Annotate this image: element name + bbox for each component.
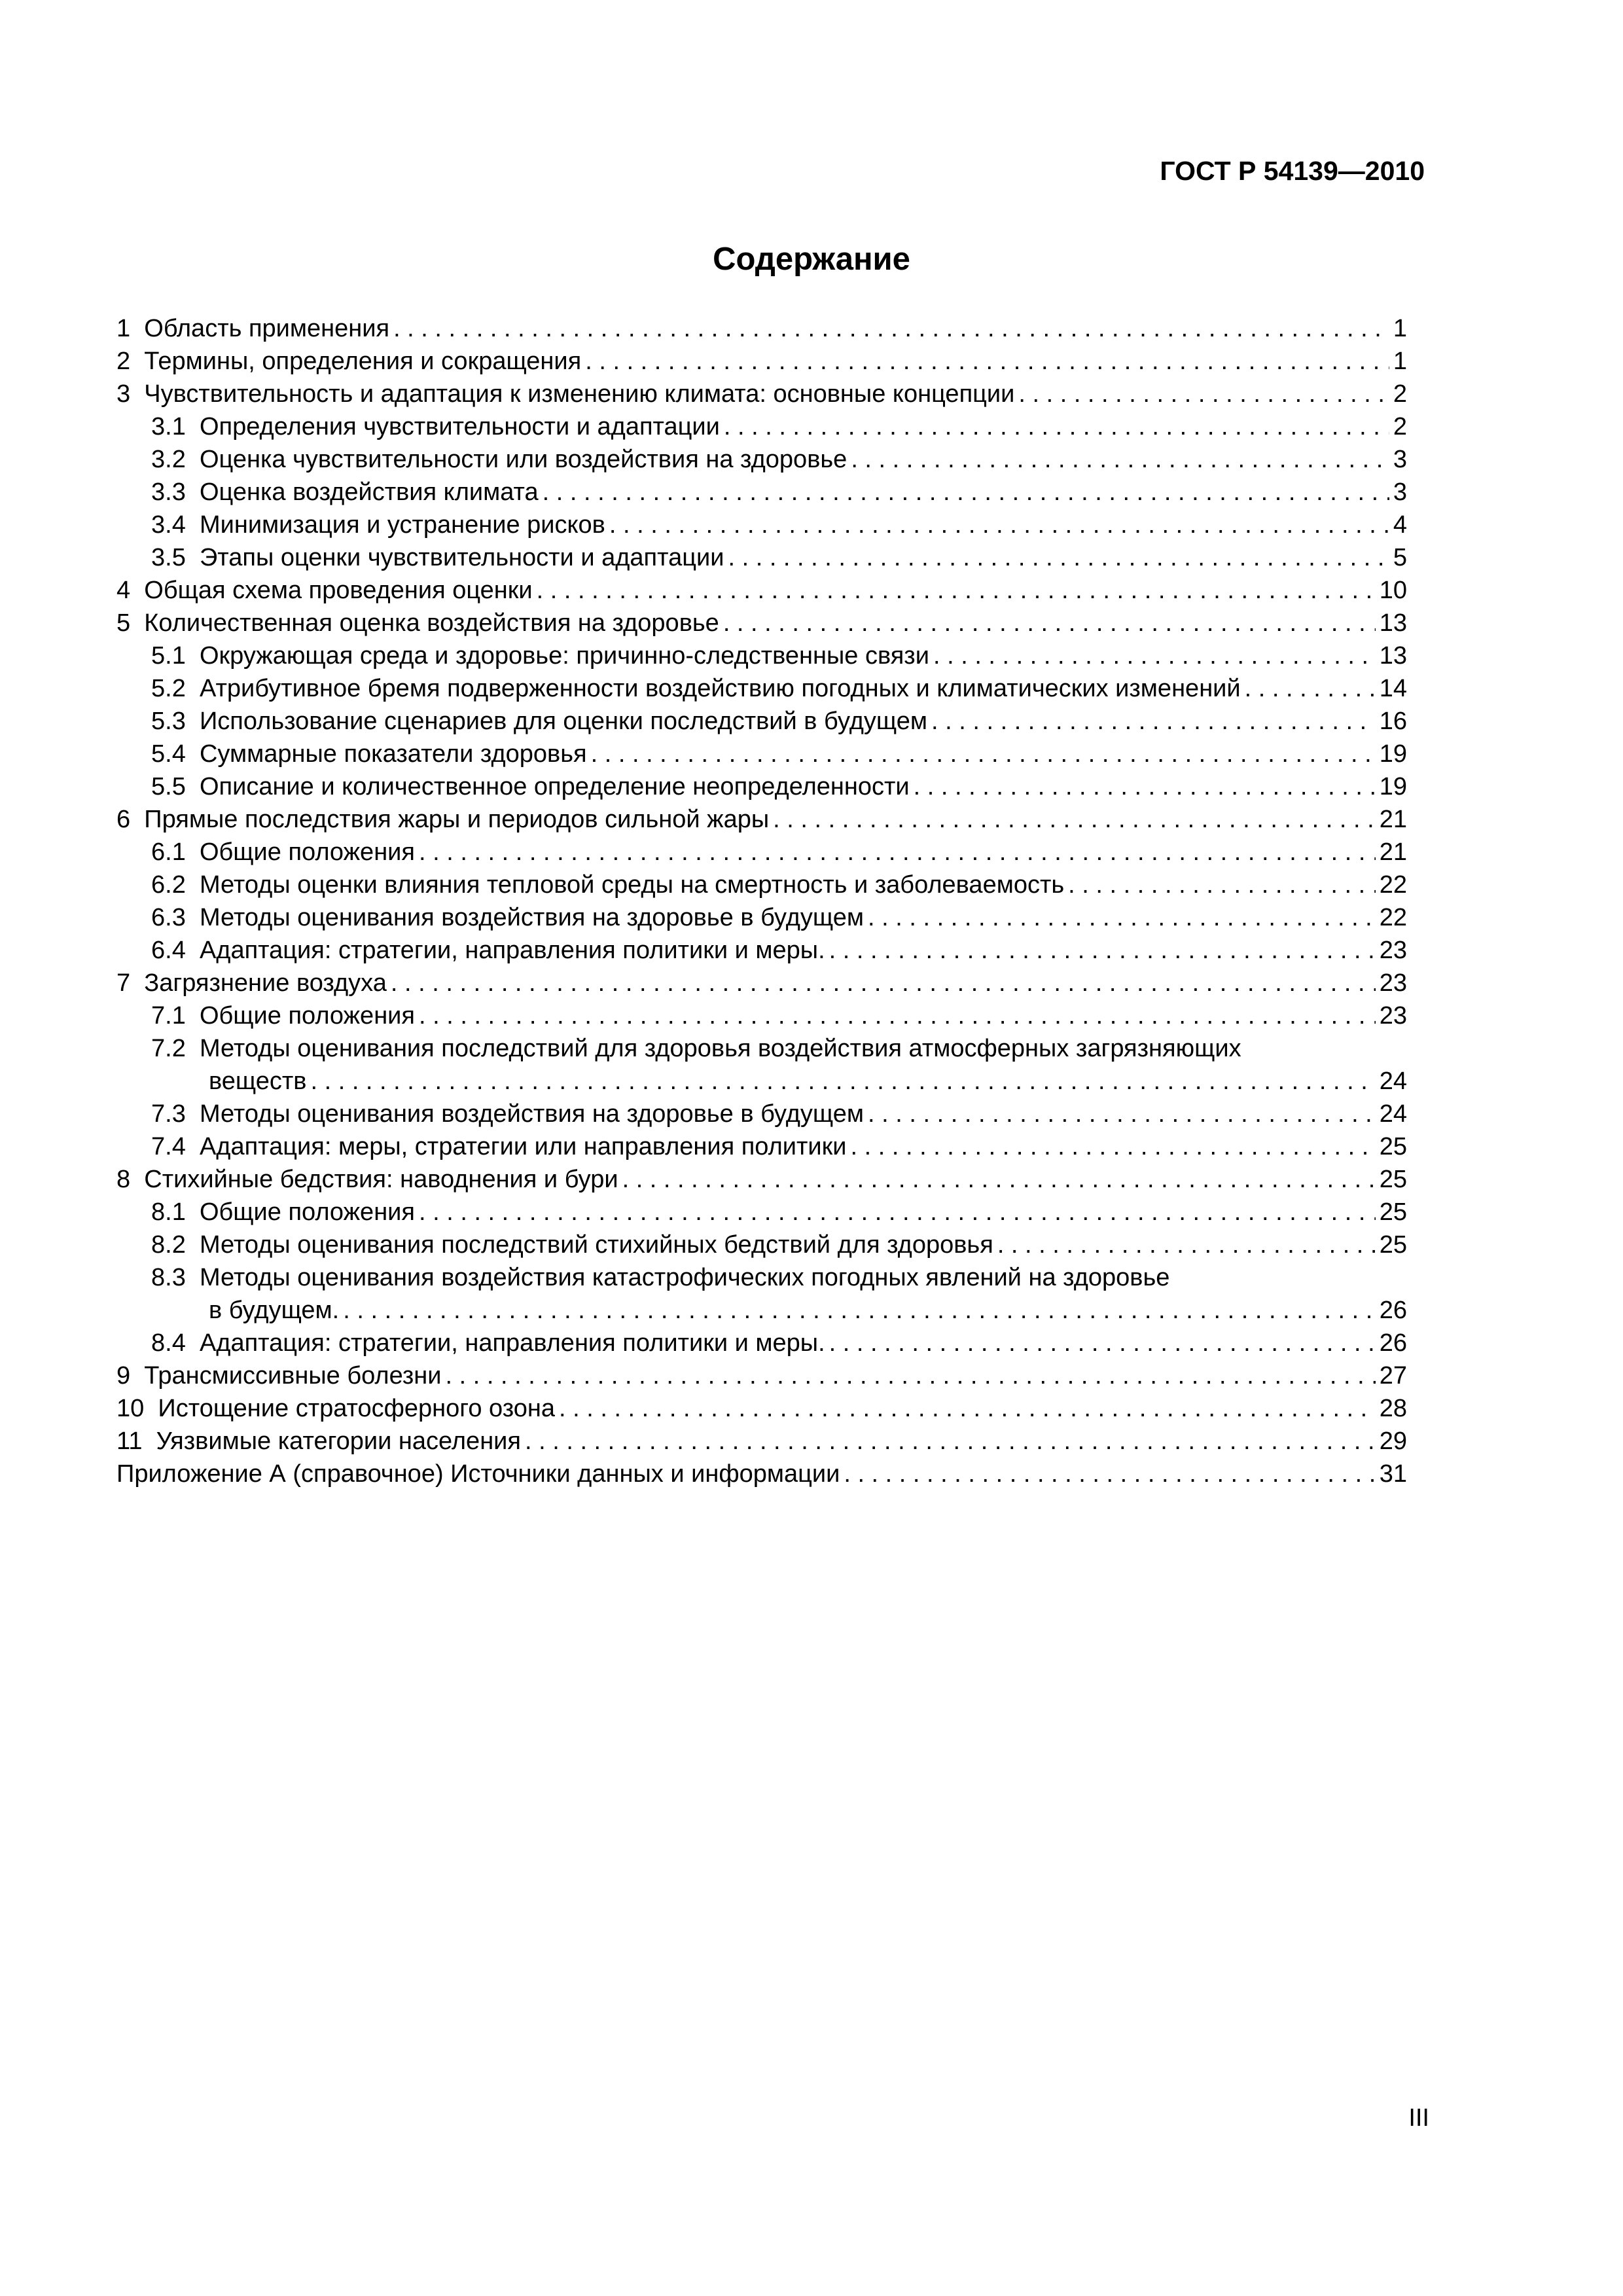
toc-entry-title: Количественная оценка воздействия на здоровье: [144, 609, 719, 637]
toc-entry[interactable]: [116, 803, 1407, 836]
toc-entry-number: 5.5: [151, 773, 186, 800]
toc-entry-number: 4: [116, 577, 131, 604]
toc-entry-title: Определения чувствительности и адаптации: [199, 413, 720, 440]
toc-entry-number: 7: [116, 969, 131, 997]
toc-entry-title: Методы оценивания воздействия катастрофических погодных явлений на здоровье: [199, 1264, 1170, 1291]
dot-leader: [310, 1065, 1375, 1098]
toc-entry[interactable]: [116, 345, 1407, 378]
toc-entry[interactable]: [116, 672, 1407, 705]
dot-leader: [585, 345, 1389, 378]
dot-leader: [851, 443, 1389, 476]
toc-entry[interactable]: [116, 934, 1407, 967]
toc-entry-page: 25: [1379, 1231, 1407, 1259]
toc-entry-title: Стихийные бедствия: наводнения и бури: [144, 1166, 618, 1193]
toc-entry-page: 22: [1379, 904, 1407, 931]
toc-entry-number: 3.1: [151, 413, 186, 440]
dot-leader: [931, 705, 1376, 738]
toc-entry-title: Область применения: [144, 315, 390, 342]
toc-entry-page: 3: [1393, 478, 1407, 506]
toc-entry-number: 3.2: [151, 446, 186, 473]
toc-entry-title: Описание и количественное определение неопределенности: [199, 773, 910, 800]
toc-entry-page: 25: [1379, 1166, 1407, 1193]
toc-entry-title: Минимизация и устранение рисков: [199, 511, 605, 539]
toc-entry-page: 24: [1379, 1100, 1407, 1128]
toc-entry-page: 29: [1379, 1427, 1407, 1455]
toc-entry-page: 13: [1379, 642, 1407, 670]
toc-entry-title: Методы оценивания воздействия на здоровье в будущем: [199, 904, 865, 931]
toc-entry-title: Истощение стратосферного озона: [158, 1395, 555, 1422]
dot-leader: [773, 803, 1376, 836]
dot-leader: [419, 999, 1376, 1032]
toc-entry[interactable]: [116, 607, 1407, 639]
toc-entry-title: Использование сценариев для оценки последствий в будущем: [199, 708, 927, 735]
toc-entry-title: Термины, определения и сокращения: [144, 348, 582, 375]
toc-entry[interactable]: [116, 967, 1407, 999]
dot-leader: [829, 1327, 1376, 1359]
dot-leader: [391, 967, 1376, 999]
toc-entry-title: Прямые последствия жары и периодов сильной жары: [144, 806, 770, 833]
toc-entry-number: 8.4: [151, 1329, 186, 1357]
toc-entry[interactable]: [116, 541, 1407, 574]
toc-entry-page: 23: [1379, 1002, 1407, 1030]
toc-entry-page: 22: [1379, 871, 1407, 899]
toc-entry-number: 3.5: [151, 544, 186, 571]
toc-entry-page: 21: [1379, 806, 1407, 833]
dot-leader: [724, 410, 1389, 443]
toc-entry-title: Трансмиссивные болезни: [144, 1362, 442, 1390]
table-of-contents: [116, 312, 1407, 1490]
toc-entry-number: 8.1: [151, 1198, 186, 1226]
dot-leader: [1068, 869, 1376, 901]
toc-entry[interactable]: [116, 1130, 1407, 1163]
toc-entry[interactable]: [116, 1359, 1407, 1392]
toc-entry-title: Адаптация: стратегии, направления политики и меры.: [199, 937, 825, 964]
toc-entry[interactable]: [116, 1392, 1407, 1425]
toc-entry[interactable]: [116, 410, 1407, 443]
toc-entry[interactable]: [116, 869, 1407, 901]
toc-entry-title: Методы оценивания воздействия на здоровье в будущем: [199, 1100, 865, 1128]
dot-leader: [1018, 378, 1389, 410]
toc-entry-number: 5.4: [151, 740, 186, 768]
toc-entry-number: 7.3: [151, 1100, 186, 1128]
toc-entry-page: 23: [1379, 937, 1407, 964]
toc-entry-page: 23: [1379, 969, 1407, 997]
toc-entry-number: 6.3: [151, 904, 186, 931]
dot-leader: [393, 312, 1389, 345]
toc-entry-number: 5.2: [151, 675, 186, 702]
toc-entry-number: 8.3: [151, 1264, 186, 1291]
toc-entry[interactable]: [116, 476, 1407, 509]
toc-entry-number: 2: [116, 348, 131, 375]
toc-entry-number: 6.1: [151, 838, 186, 866]
toc-entry-number: 1: [116, 315, 131, 342]
dot-leader: [446, 1359, 1376, 1392]
toc-entry-title: Общие положения: [199, 838, 415, 866]
toc-entry-title: Приложение А (справочное) Источники данных и информации: [116, 1460, 840, 1488]
dot-leader: [343, 1294, 1375, 1327]
toc-entry-number: 5: [116, 609, 131, 637]
toc-entry-title: Суммарные показатели здоровья: [199, 740, 587, 768]
toc-entry[interactable]: [116, 1032, 1407, 1098]
toc-entry-title: Методы оценивания последствий стихийных бедствий для здоровья: [199, 1231, 993, 1259]
toc-entry-title-continued: веществ: [209, 1067, 307, 1095]
toc-entry-page: 10: [1379, 577, 1407, 604]
toc-entry-page: 25: [1379, 1133, 1407, 1160]
toc-entry-number: 8: [116, 1166, 131, 1193]
toc-entry-page: 26: [1379, 1297, 1407, 1324]
toc-entry[interactable]: [116, 312, 1407, 345]
toc-entry-page: 31: [1379, 1460, 1407, 1488]
toc-entry-title: Атрибутивное бремя подверженности воздействию погодных и климатических изменений: [199, 675, 1241, 702]
toc-entry-page: 28: [1379, 1395, 1407, 1422]
toc-entry-number: 6: [116, 806, 131, 833]
toc-entry[interactable]: [116, 999, 1407, 1032]
dot-leader: [419, 836, 1376, 869]
toc-entry[interactable]: [116, 1327, 1407, 1359]
dot-leader: [591, 738, 1376, 770]
toc-entry-number: 9: [116, 1362, 131, 1390]
toc-entry-page: 13: [1379, 609, 1407, 637]
page-number: III: [1408, 2104, 1429, 2132]
toc-entry-page: 19: [1379, 773, 1407, 800]
toc-entry-title: Методы оценивания последствий для здоровья воздействия атмосферных загрязняющих: [199, 1035, 1241, 1062]
toc-entry-number: 3.4: [151, 511, 186, 539]
toc-entry-page: 26: [1379, 1329, 1407, 1357]
toc-entry[interactable]: [116, 901, 1407, 934]
toc-entry-number: 7.2: [151, 1035, 186, 1062]
toc-entry[interactable]: [116, 836, 1407, 869]
toc-entry-title: Уязвимые категории населения: [156, 1427, 521, 1455]
toc-entry[interactable]: [116, 378, 1407, 410]
toc-entry[interactable]: [116, 770, 1407, 803]
toc-entry-page: 5: [1393, 544, 1407, 571]
toc-entry-page: 2: [1393, 380, 1407, 408]
toc-entry-title: Чувствительность и адаптация к изменению климата: основные концепции: [144, 380, 1015, 408]
dot-leader: [559, 1392, 1376, 1425]
dot-leader: [914, 770, 1376, 803]
toc-entry-number: 5.3: [151, 708, 186, 735]
toc-entry-page: 1: [1393, 348, 1407, 375]
dot-leader: [868, 1098, 1376, 1130]
toc-entry-page: 24: [1379, 1067, 1407, 1095]
toc-entry-title: Загрязнение воздуха: [144, 969, 387, 997]
toc-entry-page: 1: [1393, 315, 1407, 342]
toc-entry-title: Окружающая среда и здоровье: причинно-следственные связи: [199, 642, 929, 670]
toc-entry-title: Адаптация: меры, стратегии или направления политики: [199, 1133, 847, 1160]
dot-leader: [844, 1458, 1375, 1490]
toc-entry[interactable]: [116, 639, 1407, 672]
toc-entry[interactable]: [116, 1163, 1407, 1196]
toc-entry-number: 11: [116, 1427, 143, 1455]
dot-leader: [419, 1196, 1376, 1229]
toc-entry-page: 3: [1393, 446, 1407, 473]
document-code: ГОСТ Р 54139—2010: [1160, 156, 1425, 186]
toc-entry-number: 7.4: [151, 1133, 186, 1160]
toc-entry-number: 10: [116, 1395, 145, 1422]
dot-leader: [829, 934, 1376, 967]
toc-entry[interactable]: [116, 1458, 1407, 1490]
toc-entry-number: 5.1: [151, 642, 186, 670]
toc-entry[interactable]: [116, 705, 1407, 738]
toc-entry[interactable]: [116, 443, 1407, 476]
toc-entry-number: 3: [116, 380, 131, 408]
toc-entry-title: Общая схема проведения оценки: [144, 577, 533, 604]
dot-leader: [851, 1130, 1376, 1163]
toc-entry-page: 4: [1393, 511, 1407, 539]
toc-entry-title: Общие положения: [199, 1198, 415, 1226]
toc-entry-title: Общие положения: [199, 1002, 415, 1030]
toc-entry-page: 14: [1379, 675, 1407, 702]
toc-entry[interactable]: [116, 1229, 1407, 1261]
toc-entry-title: Оценка чувствительности или воздействия на здоровье: [199, 446, 847, 473]
dot-leader: [609, 509, 1389, 541]
toc-entry-page: 2: [1393, 413, 1407, 440]
toc-entry-title: Адаптация: стратегии, направления политики и меры.: [199, 1329, 825, 1357]
toc-entry-number: 7.1: [151, 1002, 186, 1030]
toc-entry[interactable]: [116, 1425, 1407, 1458]
toc-entry-number: 6.2: [151, 871, 186, 899]
toc-entry-title-continued: в будущем.: [209, 1297, 340, 1324]
dot-leader: [1245, 672, 1376, 705]
toc-entry-page: 25: [1379, 1198, 1407, 1226]
toc-entry-page: 19: [1379, 740, 1407, 768]
toc-entry[interactable]: [116, 1196, 1407, 1229]
toc-entry-title: Методы оценки влияния тепловой среды на смертность и заболеваемость: [199, 871, 1065, 899]
toc-entry[interactable]: [116, 1261, 1407, 1327]
page-title: Содержание: [713, 242, 910, 277]
toc-entry-number: 3.3: [151, 478, 186, 506]
toc-entry-number: 8.2: [151, 1231, 186, 1259]
dot-leader: [622, 1163, 1376, 1196]
dot-leader: [723, 607, 1376, 639]
toc-entry-page: 16: [1379, 708, 1407, 735]
dot-leader: [933, 639, 1376, 672]
dot-leader: [728, 541, 1389, 574]
toc-entry-title: Этапы оценки чувствительности и адаптации: [199, 544, 724, 571]
dot-leader: [868, 901, 1376, 934]
toc-entry[interactable]: [116, 509, 1407, 541]
toc-entry[interactable]: [116, 574, 1407, 607]
dot-leader: [525, 1425, 1376, 1458]
toc-entry-page: 27: [1379, 1362, 1407, 1390]
dot-leader: [537, 574, 1376, 607]
toc-entry-page: 21: [1379, 838, 1407, 866]
toc-entry[interactable]: [116, 738, 1407, 770]
dot-leader: [997, 1229, 1376, 1261]
toc-entry[interactable]: [116, 1098, 1407, 1130]
toc-entry-title: Оценка воздействия климата: [199, 478, 539, 506]
dot-leader: [543, 476, 1389, 509]
toc-entry-number: 6.4: [151, 937, 186, 964]
